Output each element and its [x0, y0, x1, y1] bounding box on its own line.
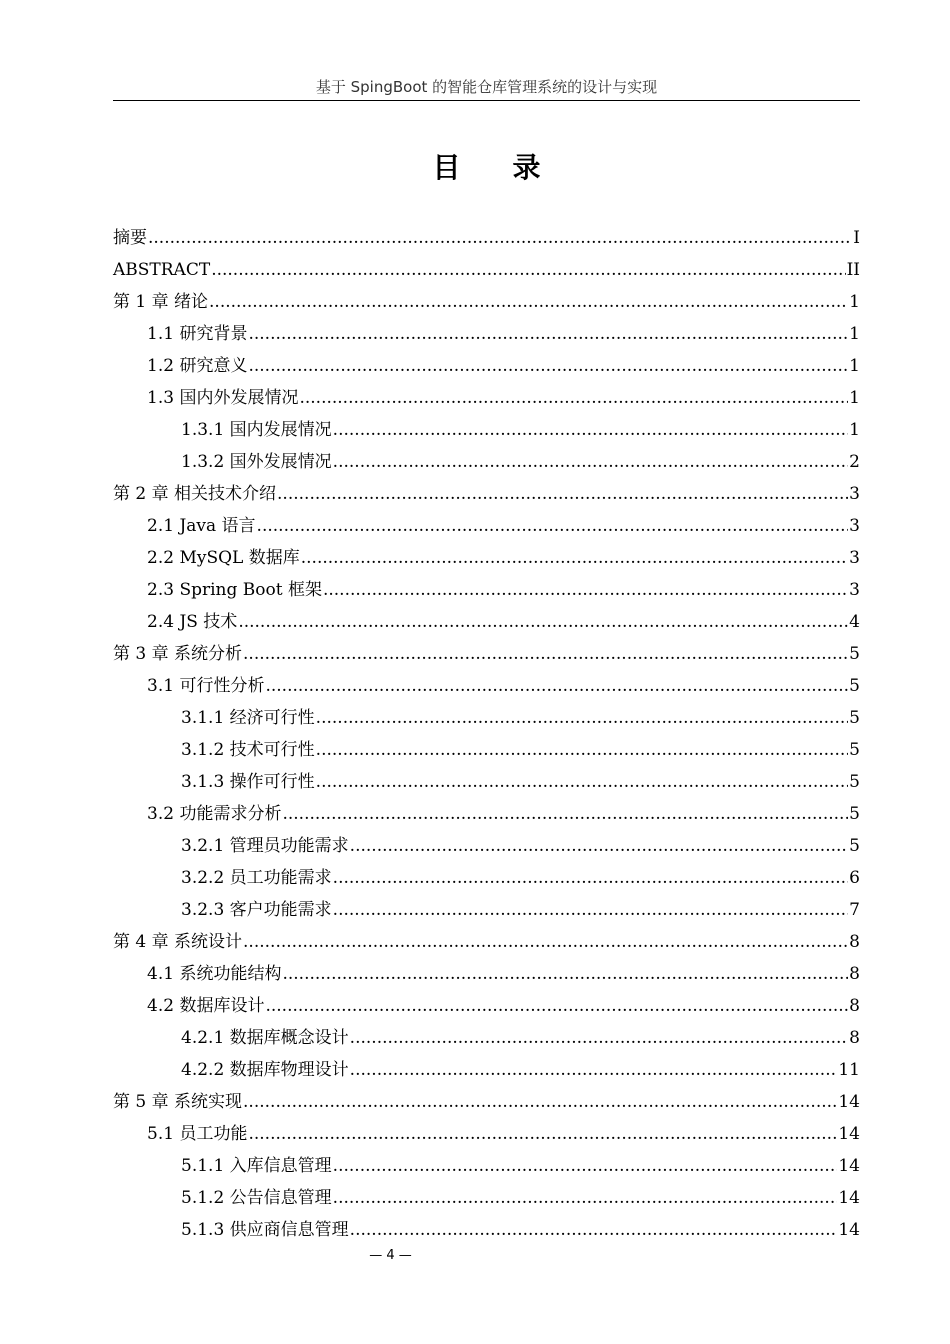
- toc-dot-leader: [301, 542, 848, 574]
- toc-entry-label: 3.1.2 技术可行性: [181, 740, 315, 760]
- toc-entry-label: 2.3 Spring Boot 框架: [147, 580, 322, 600]
- toc-dot-leader: [350, 1022, 849, 1054]
- toc-dot-leader: [350, 830, 849, 862]
- toc-dot-leader: [350, 1214, 838, 1246]
- toc-entry[interactable]: [113, 446, 860, 478]
- toc-entry[interactable]: [113, 1022, 860, 1054]
- toc-entry-page: 1: [849, 292, 860, 312]
- toc-entry-label: 4.1 系统功能结构: [147, 964, 282, 984]
- toc-entry-page: 7: [849, 900, 860, 920]
- toc-entry-label: 3.1.3 操作可行性: [181, 772, 315, 792]
- toc-dot-leader: [243, 1086, 837, 1118]
- toc-entry-page: 5: [849, 772, 860, 792]
- toc-entry-page: 8: [849, 932, 860, 952]
- toc-dot-leader: [282, 958, 848, 990]
- toc-dot-leader: [238, 606, 848, 638]
- page-number: — 4 —: [369, 1248, 412, 1263]
- toc-entry[interactable]: [113, 478, 860, 510]
- toc-dot-leader: [316, 766, 849, 798]
- toc-entry-page: 1: [849, 388, 860, 408]
- toc-entry-page: 6: [849, 868, 860, 888]
- toc-entry[interactable]: [113, 286, 860, 318]
- toc-entry-page: 1: [849, 324, 860, 344]
- toc-dot-leader: [350, 1054, 838, 1086]
- toc-entry-page: 3: [849, 580, 860, 600]
- toc-dot-leader: [316, 734, 849, 766]
- toc-entry-label: 3.2.2 员工功能需求: [181, 868, 332, 888]
- toc-entry[interactable]: [113, 222, 860, 254]
- toc-entry-label: 第 1 章 绪论: [113, 292, 209, 312]
- toc-dot-leader: [243, 638, 848, 670]
- toc-entry-label: 4.2.1 数据库概念设计: [181, 1028, 349, 1048]
- toc-entry-page: 4: [849, 612, 860, 632]
- toc-dot-leader: [265, 670, 848, 702]
- toc-entry[interactable]: [113, 926, 860, 958]
- toc-dot-leader: [248, 350, 848, 382]
- toc-entry-page: 5: [849, 740, 860, 760]
- toc-dot-leader: [282, 798, 848, 830]
- toc-entry-label: 5.1 员工功能: [147, 1124, 248, 1144]
- toc-entry[interactable]: [113, 574, 860, 606]
- toc-entry-label: 第 4 章 系统设计: [113, 932, 243, 952]
- toc-entry[interactable]: [113, 734, 860, 766]
- toc-entry[interactable]: [113, 414, 860, 446]
- toc-entry-label: 4.2 数据库设计: [147, 996, 265, 1016]
- toc-entry-label: 1.3 国内外发展情况: [147, 388, 299, 408]
- toc-dot-leader: [248, 318, 848, 350]
- toc-dot-leader: [299, 382, 848, 414]
- toc-entry[interactable]: [113, 830, 860, 862]
- toc-entry-label: 5.1.3 供应商信息管理: [181, 1220, 349, 1240]
- toc-entry[interactable]: [113, 1150, 860, 1182]
- toc-entry-label: 2.2 MySQL 数据库: [147, 548, 300, 568]
- toc-entry-page: 1: [849, 420, 860, 440]
- header-rule: [113, 100, 860, 101]
- toc-entry[interactable]: [113, 382, 860, 414]
- toc-entry-page: 8: [849, 1028, 860, 1048]
- toc-entry[interactable]: [113, 510, 860, 542]
- toc-entry[interactable]: [113, 1182, 860, 1214]
- toc-entry[interactable]: [113, 1086, 860, 1118]
- toc-entry-label: 3.2.3 客户功能需求: [181, 900, 332, 920]
- toc-entry[interactable]: [113, 606, 860, 638]
- toc-entry-label: ABSTRACT: [113, 260, 211, 280]
- toc-entry[interactable]: [113, 798, 860, 830]
- toc-entry[interactable]: [113, 894, 860, 926]
- toc-entry-label: 3.2 功能需求分析: [147, 804, 282, 824]
- toc-entry-label: 2.1 Java 语言: [147, 516, 256, 536]
- toc-entry-page: 5: [849, 676, 860, 696]
- toc-dot-leader: [277, 478, 848, 510]
- toc-entry[interactable]: [113, 1118, 860, 1150]
- toc-dot-leader: [248, 1118, 837, 1150]
- toc-entry-label: 4.2.2 数据库物理设计: [181, 1060, 349, 1080]
- toc-entry-page: 3: [849, 484, 860, 504]
- toc-entry-label: 3.1.1 经济可行性: [181, 708, 315, 728]
- toc-entry-page: 14: [838, 1220, 860, 1240]
- toc-dot-leader: [316, 702, 849, 734]
- toc-dot-leader: [148, 222, 852, 254]
- toc-dot-leader: [257, 510, 849, 542]
- toc-entry-page: 14: [838, 1156, 860, 1176]
- toc-entry[interactable]: [113, 542, 860, 574]
- toc-entry-label: 1.1 研究背景: [147, 324, 248, 344]
- toc-dot-leader: [333, 414, 849, 446]
- toc-dot-leader: [209, 286, 848, 318]
- toc-dot-leader: [323, 574, 848, 606]
- toc-entry-page: 8: [849, 996, 860, 1016]
- toc-entry-page: 5: [849, 804, 860, 824]
- toc-entry[interactable]: [113, 254, 860, 286]
- toc-entry-page: 5: [849, 644, 860, 664]
- toc-entry[interactable]: [113, 766, 860, 798]
- toc-dot-leader: [333, 894, 849, 926]
- toc-entry[interactable]: [113, 1054, 860, 1086]
- toc-entry[interactable]: [113, 670, 860, 702]
- toc-entry[interactable]: [113, 638, 860, 670]
- toc-entry-label: 1.3.1 国内发展情况: [181, 420, 332, 440]
- toc-entry-label: 3.1 可行性分析: [147, 676, 265, 696]
- toc-entry-page: 5: [849, 836, 860, 856]
- toc-entry-page: 1: [849, 356, 860, 376]
- toc-entry[interactable]: [113, 1214, 860, 1246]
- toc-entry-label: 1.2 研究意义: [147, 356, 248, 376]
- toc-entry[interactable]: [113, 958, 860, 990]
- toc-entry-page: 8: [849, 964, 860, 984]
- page-title: 目录: [432, 151, 593, 184]
- toc-entry[interactable]: [113, 702, 860, 734]
- toc-entry-page: 14: [838, 1092, 860, 1112]
- toc-entry-page: 3: [849, 548, 860, 568]
- toc-entry-label: 5.1.1 入库信息管理: [181, 1156, 332, 1176]
- toc-entry-label: 2.4 JS 技术: [147, 612, 238, 632]
- toc-entry-page: 11: [838, 1060, 860, 1080]
- toc-entry-page: I: [853, 228, 860, 248]
- toc-dot-leader: [211, 254, 845, 286]
- toc-entry-label: 3.2.1 管理员功能需求: [181, 836, 349, 856]
- toc-entry-label: 5.1.2 公告信息管理: [181, 1188, 332, 1208]
- toc-entry-page: 3: [849, 516, 860, 536]
- toc-entry-label: 1.3.2 国外发展情况: [181, 452, 332, 472]
- toc-entry-label: 第 3 章 系统分析: [113, 644, 243, 664]
- toc-entry-page: 14: [838, 1124, 860, 1144]
- toc-entry-label: 第 5 章 系统实现: [113, 1092, 243, 1112]
- toc-entry[interactable]: [113, 350, 860, 382]
- toc-entry-page: II: [846, 260, 860, 280]
- toc-dot-leader: [333, 1182, 838, 1214]
- toc-entry-label: 第 2 章 相关技术介绍: [113, 484, 277, 504]
- toc-entry-page: 14: [838, 1188, 860, 1208]
- toc-entry[interactable]: [113, 318, 860, 350]
- toc-dot-leader: [333, 862, 849, 894]
- running-header: 基于 SpingBoot 的智能仓库管理系统的设计与实现: [315, 78, 658, 96]
- toc-entry[interactable]: [113, 862, 860, 894]
- toc-dot-leader: [333, 1150, 838, 1182]
- toc-dot-leader: [333, 446, 849, 478]
- toc-entry-page: 5: [849, 708, 860, 728]
- toc-dot-leader: [265, 990, 848, 1022]
- toc-dot-leader: [243, 926, 848, 958]
- toc-entry-page: 2: [849, 452, 860, 472]
- toc-entry[interactable]: [113, 990, 860, 1022]
- table-of-contents: [113, 222, 860, 1246]
- toc-entry-label: 摘要: [113, 228, 147, 248]
